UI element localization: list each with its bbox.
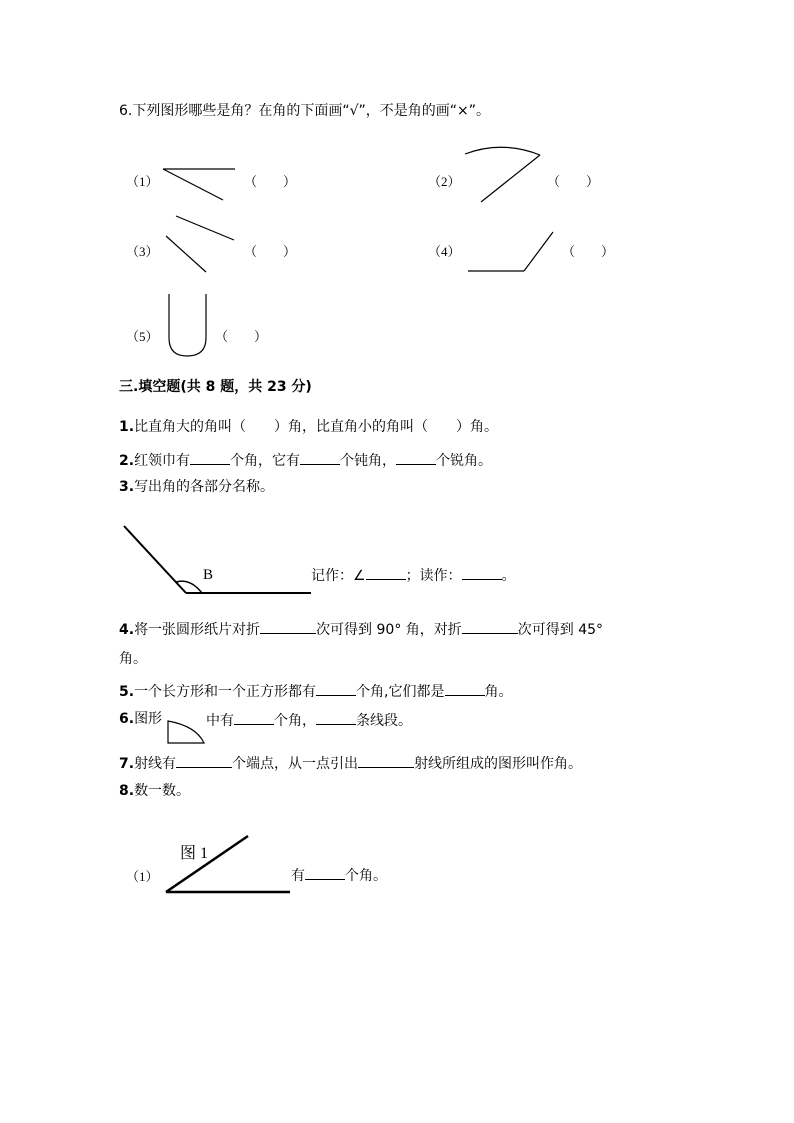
- s3-q5-text-a: 一个长方形和一个正方形都有: [134, 684, 317, 700]
- s3-q8-answer: [291, 865, 387, 885]
- s3-q8-number: 8.: [119, 783, 135, 799]
- s3-q2-blank3[interactable]: [396, 450, 436, 465]
- s3-q3-blank1[interactable]: [366, 565, 406, 580]
- s3-q8-text-b: 个角。: [345, 868, 387, 884]
- q6-item3-label: （3）: [126, 244, 159, 259]
- s3-q4-number: 4.: [119, 622, 135, 638]
- s3-q6-text-a: 图形: [134, 711, 163, 727]
- s3-q6-rest: [206, 710, 412, 730]
- s3-q2-text-c: 个钝角，: [340, 453, 397, 469]
- q6-figure4: [465, 228, 565, 278]
- s3-q2-text-b: 个角，它有: [230, 453, 301, 469]
- s3-q8: [119, 782, 190, 800]
- q6-item3-answer[interactable]: （ ）: [244, 244, 297, 259]
- q6-item2-answer[interactable]: （ ）: [547, 174, 600, 189]
- s3-q8-blank[interactable]: [305, 865, 345, 880]
- s3-q5-number: 5.: [119, 684, 135, 700]
- q6-title: 6.下列图形哪些是角？在角的下面画“√”，不是角的画“×”。: [119, 103, 491, 119]
- s3-q4-blank1[interactable]: [260, 619, 316, 634]
- s3-q3-number: 3.: [119, 479, 135, 495]
- q6-figure1: [160, 163, 240, 203]
- s3-q3-blank2[interactable]: [462, 565, 502, 580]
- q6-item5-answer[interactable]: （ ）: [215, 329, 268, 344]
- s3-q6-blank1[interactable]: [234, 710, 274, 725]
- s3-q3: [119, 478, 274, 496]
- s3-q6-prefix: [119, 710, 162, 728]
- s3-q7-blank2[interactable]: [358, 753, 414, 768]
- s3-q3-end: 。: [501, 568, 516, 584]
- s3-q3-text: 写出角的各部分名称。: [134, 479, 275, 495]
- q6-item5-label: （5）: [126, 329, 159, 344]
- s3-q6-number: 6.: [119, 711, 135, 727]
- s3-q2-text-d: 个锐角。: [436, 453, 493, 469]
- s3-q5: [119, 681, 513, 701]
- s3-q6-text-d: 条线段。: [356, 713, 412, 729]
- s3-q5-blank2[interactable]: [445, 681, 485, 696]
- s3-q4-text-b: 次可得到 90° 角，对折: [316, 622, 462, 638]
- s3-q5-blank1[interactable]: [316, 681, 356, 696]
- s3-q1: [119, 418, 498, 436]
- s3-q4-line1: [119, 619, 603, 639]
- s3-q8-item-label: （1）: [126, 869, 159, 884]
- q6-item1-label: （1）: [126, 174, 159, 189]
- s3-q2-blank1[interactable]: [190, 450, 230, 465]
- s3-q7-text-a: 射线有: [134, 756, 177, 772]
- s3-q6-text-b: 中有: [206, 713, 234, 729]
- s3-q3-record: 记作：∠: [311, 568, 366, 584]
- s3-q7-text-c: 射线所组成的图形叫作角。: [414, 756, 583, 772]
- s3-q8-figure-label: 图 1: [180, 845, 209, 862]
- s3-q6-text-c: 个角，: [274, 713, 316, 729]
- s3-q3-answer: [311, 565, 516, 585]
- s3-q1-number: 1.: [119, 419, 135, 435]
- s3-q2: [119, 450, 492, 470]
- q3-vertex-label: B: [203, 567, 214, 583]
- s3-q4-blank2[interactable]: [462, 619, 518, 634]
- q6-item2-label: （2）: [428, 174, 461, 189]
- s3-q8-text-a: 有: [291, 868, 305, 884]
- s3-q8-angle-figure: [160, 830, 300, 900]
- q6-item4-answer[interactable]: （ ）: [562, 244, 615, 259]
- s3-q7-text-b: 个端点，从一点引出: [232, 756, 359, 772]
- s3-q7: [119, 753, 582, 773]
- s3-q6-sector-figure: [166, 718, 211, 748]
- q3-angle-figure: [120, 522, 320, 602]
- s3-q5-text-b: 个角,它们都是: [356, 684, 445, 700]
- section3-title: 三.填空题(共 8 题，共 23 分): [119, 379, 312, 395]
- s3-q2-blank2[interactable]: [300, 450, 340, 465]
- q6-figure3: [160, 212, 240, 277]
- s3-q4-text-c: 次可得到 45°: [517, 622, 604, 638]
- s3-q8-text: 数一数。: [134, 783, 191, 799]
- q6-item1-answer[interactable]: （ ）: [244, 174, 297, 189]
- s3-q7-number: 7.: [119, 756, 135, 772]
- q6-figure5: [163, 290, 213, 360]
- q6-figure2: [462, 146, 552, 206]
- s3-q2-text-a: 红领巾有: [134, 453, 191, 469]
- s3-q4-line2: 角。: [119, 651, 147, 667]
- s3-q2-number: 2.: [119, 453, 135, 469]
- s3-q3-read: ；读作：: [405, 568, 462, 584]
- s3-q1-text: 比直角大的角叫（ ）角，比直角小的角叫（ ）角。: [134, 419, 499, 435]
- s3-q7-blank1[interactable]: [176, 753, 232, 768]
- q6-item4-label: （4）: [428, 244, 461, 259]
- s3-q6-blank2[interactable]: [316, 710, 356, 725]
- s3-q5-text-c: 角。: [484, 684, 513, 700]
- s3-q4-text-a: 将一张圆形纸片对折: [134, 622, 261, 638]
